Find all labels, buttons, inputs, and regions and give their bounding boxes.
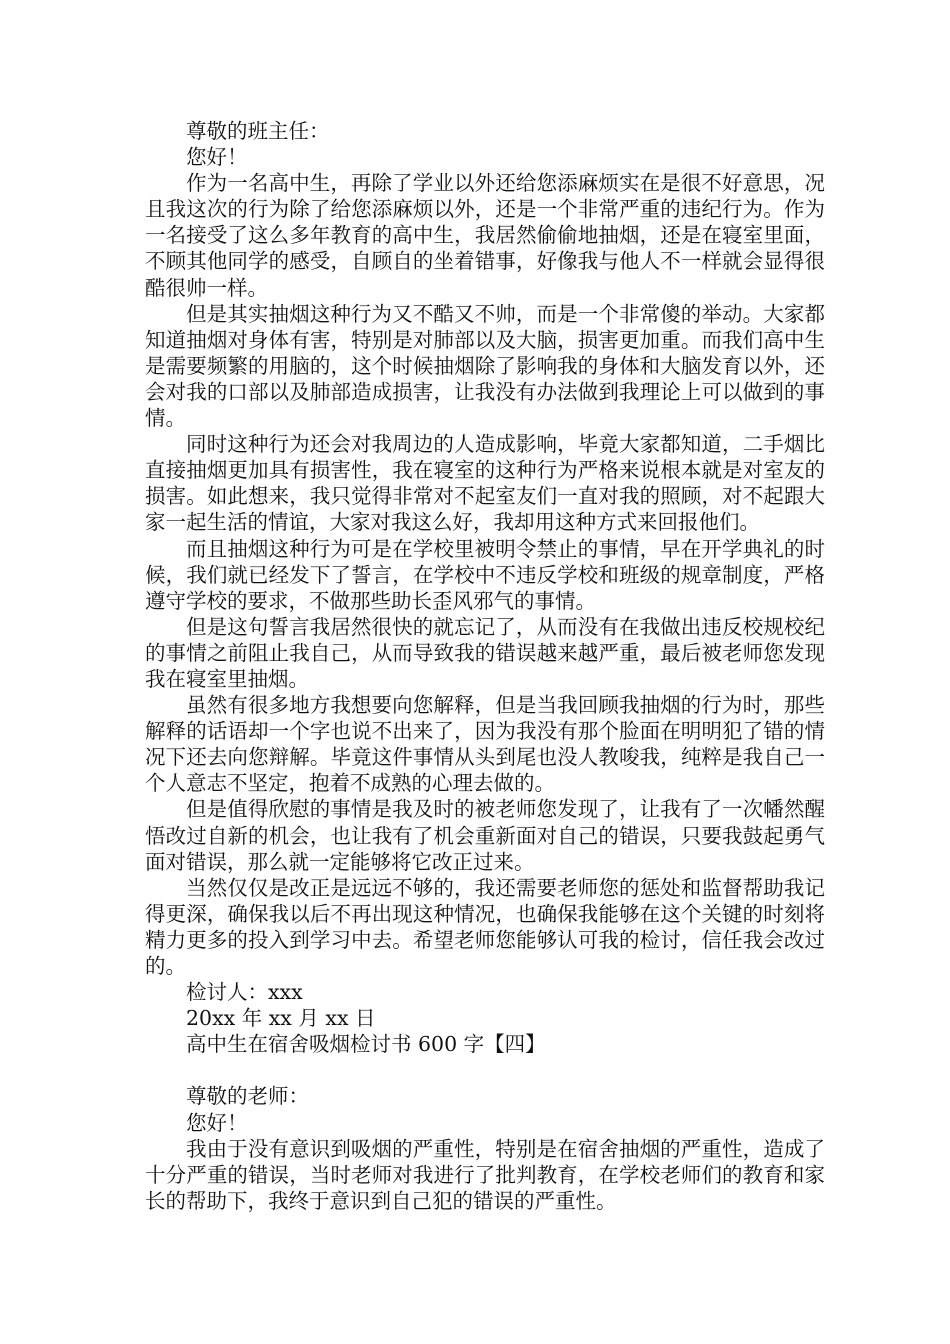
greeting: 您好！ [186, 145, 248, 170]
section-title: 高中生在宿舍吸烟检讨书 600 字【四】 [186, 1032, 546, 1057]
paragraph: 但是其实抽烟这种行为又不酷又不帅，而是一个非常傻的举动。大家都知道抽烟对身体有害，特别是对肺部以及大脑，损害更加重。而我们高中生是需要频繁的用脑的，这个时候抽烟除了影响我的身体和大脑发育以外，还会对我的口部以及肺部造成损害，让我没有办法做到我理论上可以做到的事情。 [145, 301, 825, 431]
salutation: 尊敬的班主任： [186, 119, 330, 143]
paragraph: 当然仅仅是改正是远远不够的，我还需要老师您的惩处和监督帮助我记得更深，确保我以后不再出现这种情况，也确保我能够在这个关键的时刻将精力更多的投入到学习中去。希望老师您能够认可我的检讨，信任我会改过的。 [145, 875, 825, 978]
paragraph: 但是这句誓言我居然很快的就忘记了，从而没有在我做出违反校规校纪的事情之前阻止我自己，从而导致我的错误越来越严重，最后被老师您发现我在寝室里抽烟。 [145, 614, 825, 691]
document-body [145, 118, 825, 1214]
paragraph: 同时这种行为还会对我周边的人造成影响，毕竟大家都知道，二手烟比直接抽烟更加具有损害性，我在寝室的这种行为严格来说根本就是对室友的损害。如此想来，我只觉得非常对不起室友们一直对我的照顾，对不起跟大家一起生活的情谊，大家对我这么好，我却用这种方式来回报他们。 [145, 432, 825, 535]
greeting: 您好！ [186, 1110, 248, 1135]
date-line: 20xx 年 xx 月 xx 日 [186, 1006, 376, 1031]
paragraph: 作为一名高中生，再除了学业以外还给您添麻烦实在是很不好意思，况且我这次的行为除了给您添麻烦以外，还是一个非常严重的违纪行为。作为一名接受了这么多年教育的高中生，我居然偷偷地抽烟，还是在寝室里面，不顾其他同学的感受，自顾自的坐着错事，好像我与他人不一样就会显得很酷很帅一样。 [145, 171, 825, 300]
paragraph: 而且抽烟这种行为可是在学校里被明令禁止的事情，早在开学典礼的时候，我们就已经发下了誓言，在学校中不违反学校和班级的规章制度，严格遵守学校的要求，不做那些助长歪风邪气的事情。 [145, 536, 825, 613]
signer: 检讨人：xxx [186, 980, 303, 1005]
blank-line [145, 1057, 825, 1083]
paragraph: 但是值得欣慰的事情是我及时的被老师您发现了，让我有了一次幡然醒悟改过自新的机会，也让我有了机会重新面对自己的错误，只要我鼓起勇气面对错误，那么就一定能够将它改正过来。 [145, 797, 825, 874]
paragraph: 我由于没有意识到吸烟的严重性，特别是在宿舍抽烟的严重性，造成了十分严重的错误，当时老师对我进行了批判教育，在学校老师们的教育和家长的帮助下，我终于意识到自己犯的错误的严重性。 [145, 1136, 825, 1213]
salutation: 尊敬的老师： [186, 1084, 309, 1109]
paragraph: 虽然有很多地方我想要向您解释，但是当我回顾我抽烟的行为时，那些解释的话语却一个字也说不出来了，因为我没有那个脸面在明明犯了错的情况下还去向您辩解。毕竟这件事情从头到尾也没人教唆我，纯粹是我自己一个人意志不坚定，抱着不成熟的心理去做的。 [145, 693, 825, 796]
